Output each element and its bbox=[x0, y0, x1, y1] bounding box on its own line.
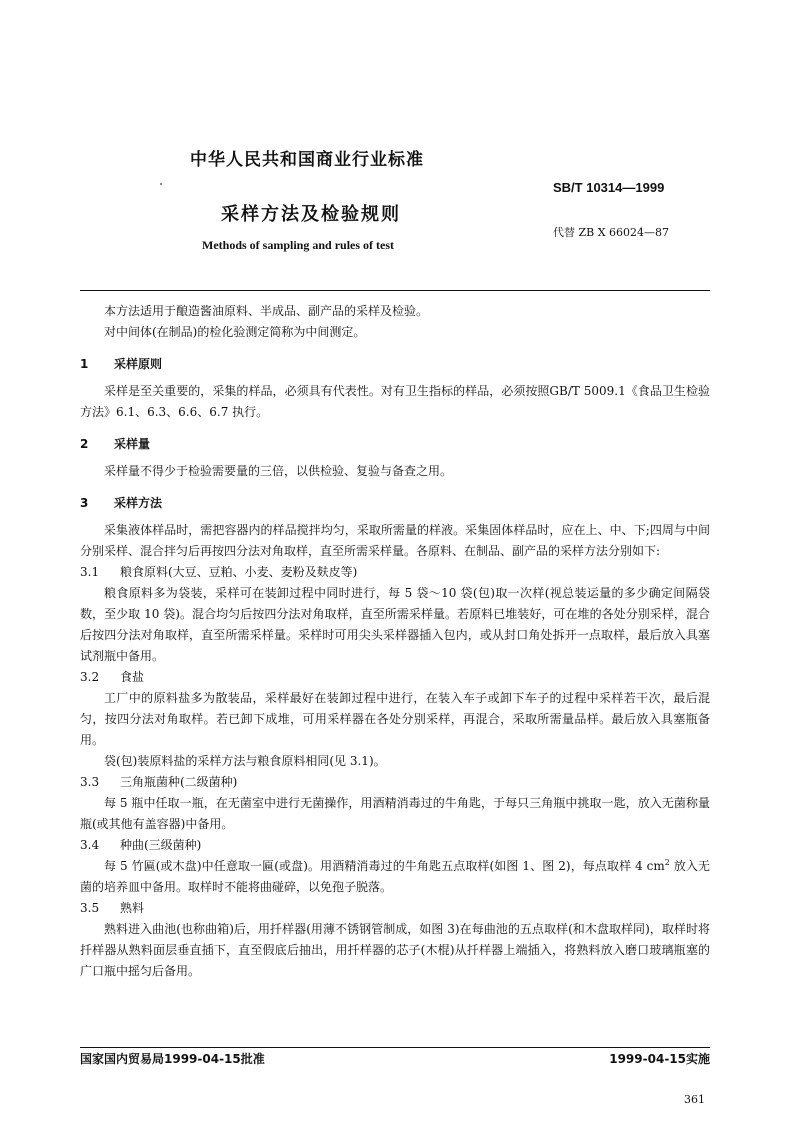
document-body bbox=[80, 301, 710, 982]
subsection-heading: 3.5 熟料 bbox=[80, 901, 145, 915]
subsection-heading: 3.4 种曲(三级菌种) bbox=[80, 838, 202, 852]
standard-number: SB/T 10314—1999 bbox=[553, 180, 665, 195]
section-heading: 1 采样原则 bbox=[80, 357, 163, 371]
intro-para: 本方法适用于酿造酱油原料、半成品、副产品的采样及检验。 bbox=[104, 304, 429, 318]
section-heading: 3 采样方法 bbox=[80, 496, 163, 510]
approval-line: 国家国内贸易局1999-04-15批准 bbox=[80, 1052, 265, 1066]
section-para: 粮食原料多为袋装，采样可在装卸过程中同时进行，每 5 袋～10 袋(包)取一次样(视总装运量的多少确定间隔袋数，至少取 10 袋)。混合均匀后按四分法对角取样，直至所需采样量。若原料已堆装好，可在堆的各处分别采样，混合后按四分法对角取样，直至所需采样量。采样时可用尖头采样器插入包内，或从封口角处拆开一点取样，最后放入具塞试剂瓶中备用。 bbox=[80, 586, 710, 663]
section-para: 采样量不得少于检验需要量的三倍，以供检验、复验与备查之用。 bbox=[104, 464, 453, 478]
replaces-standard: 代替 ZB X 66024—87 bbox=[553, 226, 670, 239]
section-para: 采集液体样品时，需把容器内的样品搅拌均匀，采取所需量的样液。采集固体样品时，应在上、中、下;四周与中间分别采样、混合拌匀后再按四分法对角取样，直至所需采样量。各原料、在制品、副产品的采样方法分别如下: bbox=[80, 523, 710, 558]
section-para: 熟料进入曲池(也称曲箱)后，用扦样器(用薄不锈钢管制成，如图 3)在每曲池的五点取样(和木盘取样同)，取样时将扦样器从熟料面层垂直插下，直至假底后抽出，用扦样器的芯子(木棍)从扦样器上端插入，将熟料放入磨口玻璃瓶塞的广口瓶中摇匀后备用。 bbox=[80, 922, 710, 978]
section-para: 每 5 瓶中任取一瓶，在无菌室中进行无菌操作，用酒精消毒过的牛角匙，于每只三角瓶中挑取一匙，放入无菌称量瓶(或其他有盖容器)中备用。 bbox=[80, 796, 710, 831]
section-para: 工厂中的原料盐多为散装品，采样最好在装卸过程中进行，在装入车子或卸下车子的过程中采样若干次，最后混匀，按四分法对角取样。若已卸下成堆，可用采样器在各处分别采样，再混合，采取所需量品样。最后放入具塞瓶备用。 bbox=[80, 691, 710, 747]
issuing-org: 中华人民共和国商业行业标准 bbox=[190, 150, 424, 170]
effective-date: 1999-04-15实施 bbox=[609, 1052, 710, 1066]
section-heading: 2 采样量 bbox=[80, 437, 151, 451]
intro-para: 对中间体(在制品)的检化验测定简称为中间测定。 bbox=[104, 325, 366, 339]
page-number: 361 bbox=[684, 1093, 705, 1106]
document-title-en: Methods of sampling and rules of test bbox=[202, 238, 395, 252]
header-rule bbox=[80, 290, 710, 291]
scan-dot bbox=[160, 183, 162, 185]
footer-rule bbox=[80, 1047, 710, 1048]
subsection-heading: 3.1 粮食原料(大豆、豆粕、小麦、麦粉及麸皮等) bbox=[80, 565, 358, 579]
section-para: 采样是至关重要的，采集的样品，必须具有代表性。对有卫生指标的样品，必须按照GB/T 5009.1《食品卫生检验方法》6.1、6.3、6.6、6.7 执行。 bbox=[80, 384, 710, 419]
document-title: 采样方法及检验规则 bbox=[221, 204, 401, 225]
subsection-heading: 3.2 食盐 bbox=[80, 670, 145, 684]
section-para: 每 5 竹匾(或木盘)中任意取一匾(或盘)。用酒精消毒过的牛角匙五点取样(如图 1、图 2)，每点取样 4 $cm^2$ 放入无菌的培养皿中备用。取样时不能将曲碰碎，以免孢子脱落。 bbox=[80, 858, 710, 894]
section-para: 袋(包)装原料盐的采样方法与粮食原料相同(见 3.1)。 bbox=[104, 754, 386, 768]
subsection-heading: 3.3 三角瓶菌种(二级菌种) bbox=[80, 775, 238, 789]
